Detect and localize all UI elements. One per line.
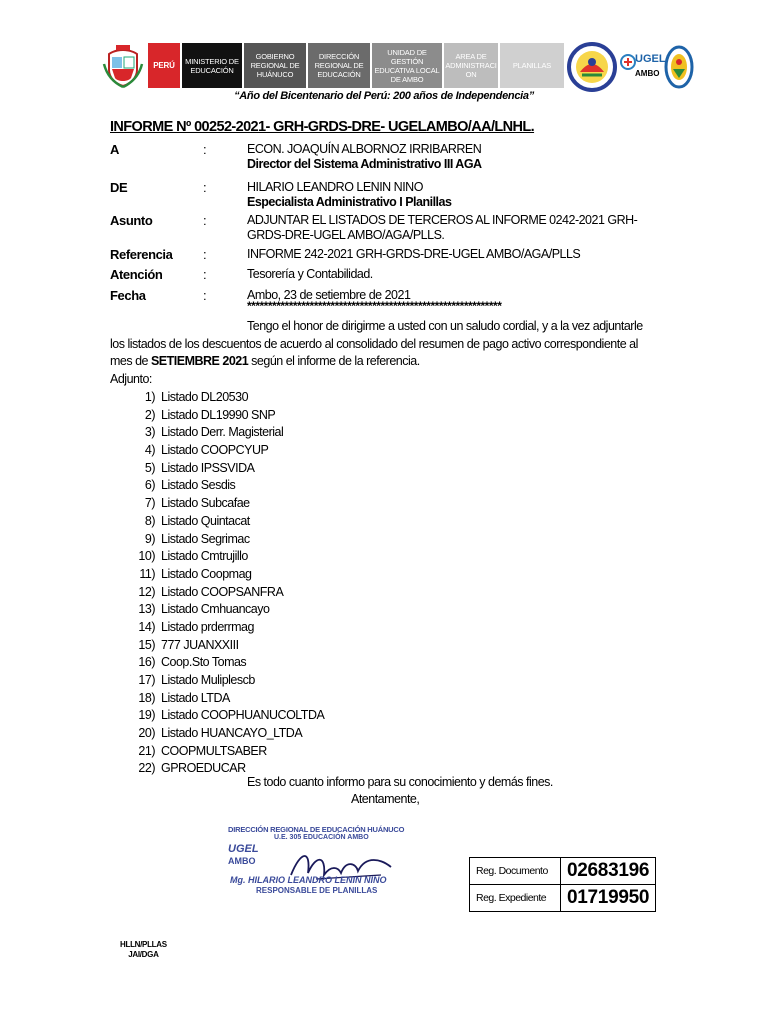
list-item-number: 9) xyxy=(144,531,155,546)
list-item-text: COOPMULTSABER xyxy=(161,743,267,758)
field-label-referencia: Referencia xyxy=(110,247,173,262)
list-item-text: Listado Cmtrujillo xyxy=(161,549,248,564)
list-item-text: Listado Derr. Magisterial xyxy=(161,425,284,440)
field-label-a: A xyxy=(110,142,119,157)
list-item xyxy=(128,601,324,619)
field-colon: : xyxy=(203,288,207,303)
list-item xyxy=(128,477,324,495)
list-item-text: Listado Sesdis xyxy=(161,478,236,493)
list-item-text: Listado COOPCYUP xyxy=(161,443,269,458)
ugel-logo-text: UGEL xyxy=(635,53,666,65)
sender-name: HILARIO LEANDRO LENIN NINO xyxy=(247,180,423,194)
ugel-ambo-logo-icon xyxy=(620,50,666,84)
list-item xyxy=(128,442,324,460)
registry-doc-value: 02683196 xyxy=(561,858,656,885)
stamp-line-ue: U.E. 305 EDUCACIÓN AMBO xyxy=(274,834,369,841)
initials-line1: HLLN/PLLAS xyxy=(120,940,167,949)
report-title: INFORME Nº 00252-2021- GRH-GRDS-DRE- UGELAMBO/AA/LNHL. xyxy=(110,119,535,135)
list-item-text: Listado Muliplescb xyxy=(161,673,255,687)
list-item-number: 11) xyxy=(139,566,155,581)
list-item-number: 3) xyxy=(144,425,155,440)
list-item-text: GPROEDUCAR xyxy=(161,761,246,776)
list-item xyxy=(128,513,324,531)
list-item-text: Listado HUANCAYO_LTDA xyxy=(161,726,303,741)
field-value-atencion: Tesorería y Contabilidad. xyxy=(247,267,373,281)
list-item xyxy=(128,690,324,708)
list-item-number: 12) xyxy=(138,584,155,599)
field-label-de: DE xyxy=(110,180,128,195)
regional-education-seal-icon xyxy=(566,42,618,92)
list-item-number: 17) xyxy=(138,673,155,687)
list-item xyxy=(128,531,324,549)
separator-stars: ************************************************************* xyxy=(247,299,502,313)
header-block-area-administracion: AREA DE ADMINISTRACI ON xyxy=(444,43,498,88)
list-item-number: 4) xyxy=(144,443,155,458)
header-block-planillas: PLANILLAS xyxy=(500,43,564,88)
list-item xyxy=(128,584,324,602)
peru-coat-of-arms-icon xyxy=(100,44,146,90)
body-text-part1: Tengo el honor de dirigirme a usted con un saludo cordial, y a la vez adjuntarle los listados de los descuentos de acuerdo al consolidado del resumen de pago activo correspondiente al mes de xyxy=(110,319,643,368)
initials-line2: JAI/DGA xyxy=(128,950,159,959)
list-item-number: 22) xyxy=(138,761,155,776)
header-block-gobierno-regional: GOBIERNO REGIONAL DE HUÁNUCO xyxy=(244,43,306,88)
year-motto: “Año del Bicentenario del Perú: 200 años de Independencia” xyxy=(234,90,534,102)
list-item xyxy=(128,637,324,655)
registry-table xyxy=(469,857,656,912)
list-item-number: 15) xyxy=(138,637,155,652)
attachments-label: Adjunto: xyxy=(110,372,152,386)
field-value-a xyxy=(247,142,482,172)
field-colon: : xyxy=(203,247,207,262)
list-item-text: Listado Subcafae xyxy=(161,496,250,511)
ambo-shield-icon xyxy=(664,45,694,89)
registry-exp-value: 01719950 xyxy=(561,885,656,912)
body-month: SETIEMBRE 2021 xyxy=(150,354,249,368)
list-item-text: Coop.Sto Tomas xyxy=(161,655,247,670)
field-label-fecha: Fecha xyxy=(110,288,146,303)
list-item xyxy=(128,566,324,584)
closing-salutation: Atentamente, xyxy=(351,792,420,806)
list-item-text: Listado COOPSANFRA xyxy=(161,584,284,599)
list-item xyxy=(128,743,324,761)
list-item-text: Listado DL19990 SNP xyxy=(161,407,276,422)
list-item-number: 16) xyxy=(138,655,155,670)
list-item-number: 18) xyxy=(138,690,155,705)
body-text-part2: según el informe de la referencia. xyxy=(248,354,420,368)
field-colon: : xyxy=(203,142,207,157)
closing-sentence: Es todo cuanto informo para su conocimiento y demás fines. xyxy=(247,775,553,789)
list-item-text: Listado IPSSVIDA xyxy=(161,460,255,475)
header-block-ministerio: MINISTERIO DE EDUCACIÓN xyxy=(182,43,242,88)
list-item-text: Listado Coopmag xyxy=(161,566,252,581)
list-item-number: 2) xyxy=(144,407,155,422)
list-item xyxy=(128,672,324,690)
list-item xyxy=(128,407,324,425)
field-label-asunto: Asunto xyxy=(110,213,153,228)
recipient-name: ECON. JOAQUÍN ALBORNOZ IRRIBARREN xyxy=(247,142,482,156)
list-item xyxy=(128,389,324,407)
stamp-line-ugel: UGEL xyxy=(228,843,259,855)
list-item-text: Listado DL20530 xyxy=(161,390,249,404)
body-paragraph xyxy=(110,318,660,371)
list-item xyxy=(128,619,324,637)
registry-exp-label: Reg. Expediente xyxy=(470,885,561,912)
stamp-line-name: Mg. HILARIO LEANDRO LENIN NINO xyxy=(230,875,387,885)
field-value-de xyxy=(247,180,451,210)
peru-label: PERÚ xyxy=(148,43,180,88)
list-item-number: 19) xyxy=(138,708,155,723)
list-item-number: 21) xyxy=(138,743,155,758)
stamp-line-role: RESPONSABLE DE PLANILLAS xyxy=(256,886,378,895)
recipient-position: Director del Sistema Administrativo III AGA xyxy=(247,157,482,171)
header-block-ugel: UNIDAD DE GESTIÓN EDUCATIVA LOCAL DE AMBO xyxy=(372,43,442,88)
field-value-referencia: INFORME 242-2021 GRH-GRDS-DRE-UGEL AMBO/AGA/PLLS xyxy=(247,247,581,261)
field-value-asunto: ADJUNTAR EL LISTADOS DE TERCEROS AL INFORME 0242-2021 GRH-GRDS-DRE-UGEL AMBO/AGA/PLLS. xyxy=(247,213,638,242)
stamp-line-direccion: DIRECCIÓN REGIONAL DE EDUCACIÓN HUÁNUCO xyxy=(228,825,405,834)
field-label-atencion: Atención xyxy=(110,267,163,282)
list-item-text: Listado Cmhuancayo xyxy=(161,602,270,617)
registry-row-expediente xyxy=(470,885,656,912)
stamp-line-ambo: AMBO xyxy=(228,856,256,866)
list-item-number: 14) xyxy=(138,619,155,634)
list-item-number: 13) xyxy=(138,602,155,617)
sender-position: Especialista Administrativo I Planillas xyxy=(247,195,452,209)
list-item xyxy=(128,654,324,672)
list-item-text: Listado prderrmag xyxy=(161,619,254,634)
list-item xyxy=(128,424,324,442)
list-item-text: Listado LTDA xyxy=(161,690,230,705)
attachments-list xyxy=(128,389,324,778)
list-item-number: 10) xyxy=(138,549,155,564)
list-item-number: 6) xyxy=(144,478,155,493)
field-colon: : xyxy=(203,267,207,282)
list-item-number: 20) xyxy=(138,726,155,741)
reference-initials xyxy=(120,940,167,960)
list-item-number: 1) xyxy=(144,390,155,404)
list-item xyxy=(128,460,324,478)
field-colon: : xyxy=(203,180,207,195)
list-item-number: 5) xyxy=(144,460,155,475)
list-item xyxy=(128,725,324,743)
list-item-text: Listado Segrimac xyxy=(161,531,250,546)
list-item-text: Listado Quintacat xyxy=(161,513,250,528)
header-block-direccion-regional: DIRECCIÓN REGIONAL DE EDUCACIÓN xyxy=(308,43,370,88)
ugel-logo-subtext: AMBO xyxy=(635,69,660,78)
field-colon: : xyxy=(203,213,207,228)
signature-stamp xyxy=(226,823,416,901)
list-item-number: 8) xyxy=(144,513,155,528)
field-value-fecha: Ambo, 23 de setiembre de 2021 xyxy=(247,288,411,302)
list-item-number: 7) xyxy=(144,496,155,511)
list-item xyxy=(128,495,324,513)
registry-row-document xyxy=(470,858,656,885)
list-item xyxy=(128,707,324,725)
list-item-text: Listado COOPHUANUCOLTDA xyxy=(161,708,325,723)
list-item-text: 777 JUANXXIII xyxy=(161,637,239,652)
list-item xyxy=(128,548,324,566)
registry-doc-label: Reg. Documento xyxy=(470,858,561,885)
